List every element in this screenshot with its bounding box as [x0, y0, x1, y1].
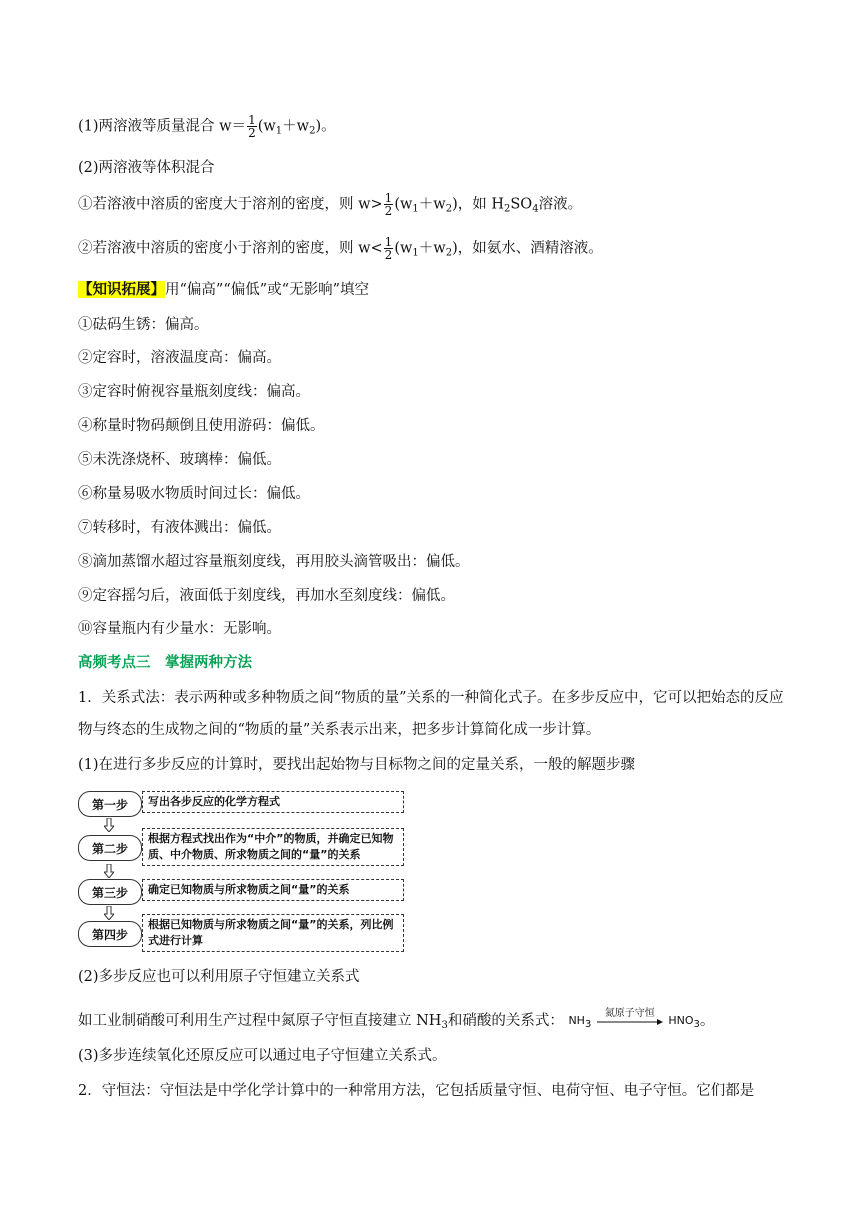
list-item: ⑨定容摇匀后，液面低于刻度线，再加水至刻度线：偏低。 [78, 588, 455, 604]
fraction: $\frac{1}{2}$ [248, 113, 256, 140]
list-item: ⑧滴加蒸馏水超过容量瓶刻度线，再用胶头滴管吸出：偏低。 [78, 554, 470, 570]
fraction: $\frac{1}{2}$ [384, 235, 393, 262]
steps-flowchart [78, 788, 408, 948]
step-1: 第一步 [78, 791, 142, 817]
formula-line-3: ①若溶液中溶质的密度大于溶剂的密度，则 w> $\frac{1}{2}$ $(w_1+w_2)$，如 $H_2SO_4$溶液。 [78, 191, 583, 218]
paragraph-conservation-method: 2．守恒法：守恒法是中学化学计算中的一种常用方法，它包括质量守恒、电荷守恒、电子守恒。它们都是 [78, 1083, 755, 1099]
paragraph-electron-conservation: (3)多步连续氧化还原反应可以通过电子守恒建立关系式。 [78, 1048, 447, 1064]
list-item: ①砝码生锈：偏高。 [78, 317, 209, 333]
step-1-box: 写出各步反应的化学方程式 [142, 791, 404, 813]
list-item: ⑥称量易吸水物质时间过长：偏低。 [78, 486, 310, 502]
down-arrow-icon [104, 906, 114, 920]
list-item: ⑩容量瓶内有少量水：无影响。 [78, 621, 281, 637]
step-4: 第四步 [78, 921, 142, 947]
down-arrow-icon [104, 818, 114, 832]
step-3: 第三步 [78, 879, 142, 905]
knowledge-extension-tag: 【知识拓展】 [78, 281, 165, 298]
fraction: $\frac{1}{2}$ [384, 191, 393, 218]
down-arrow-icon [104, 864, 114, 878]
list-item: ⑦转移时，有液体溅出：偏低。 [78, 520, 281, 536]
formula-line-1: (1)两溶液等质量混合 w＝ $\frac{1}{2}$ $(w_1+w_2)$。 [78, 113, 336, 140]
paragraph-steps-intro: (1)在进行多步反应的计算时，要找出起始物与目标物之间的定量关系，一般的解题步骤 [78, 757, 636, 773]
section-heading: 高频考点三 掌握两种方法 [78, 654, 252, 671]
list-item: ⑤未洗涤烧杯、玻璃棒：偏低。 [78, 452, 281, 468]
list-item: ③定容时俯视容量瓶刻度线：偏高。 [78, 384, 310, 400]
list-item: ④称量时物码颠倒且使用游码：偏低。 [78, 418, 325, 434]
step-2: 第二步 [78, 835, 142, 861]
paragraph-relation-method: 1．关系式法：表示两种或多种物质之间“物质的量”关系的一种简化式子。在多步反应中，它可以把始态的反应物与终态的生成物之间的“物质的量”关系表示出来，把多步计算简化成一步计算。 [78, 690, 784, 738]
formula-line-4: ②若溶液中溶质的密度小于溶剂的密度，则 w< $\frac{1}{2}$ $(w_1+w_2)$，如氨水、酒精溶液。 [78, 235, 603, 262]
paragraph-atom-conservation: (2)多步反应也可以利用原子守恒建立关系式 [78, 969, 360, 985]
reaction-label: 氮原子守恒 [604, 1008, 655, 1019]
step-2-box: 根据方程式找出作为“中介”的物质，并确定已知物质、中介物质、所求物质之间的“量”的关系 [142, 828, 404, 866]
text-line-2: (2)两溶液等体积混合 [78, 160, 215, 176]
step-3-box: 确定已知物质与所求物质之间“量”的关系 [142, 879, 404, 901]
step-4-box: 根据已知物质与所求物质之间“量”的关系，列比例式进行计算 [142, 914, 404, 952]
reaction-relation: $NH_3$ 氮原子守恒 $HNO_3$ [568, 1011, 699, 1031]
right-arrow-icon [597, 1019, 663, 1025]
knowledge-extension-line: 【知识拓展】用“偏高”“偏低”或“无影响”填空 [78, 281, 369, 298]
paragraph-nitric-acid: 如工业制硝酸可利用生产过程中氮原子守恒直接建立 $NH_3$和硝酸的关系式： $NH_3$ 氮原子守恒 $HNO_3$。 [78, 1011, 714, 1031]
list-item: ②定容时，溶液温度高：偏高。 [78, 350, 281, 366]
